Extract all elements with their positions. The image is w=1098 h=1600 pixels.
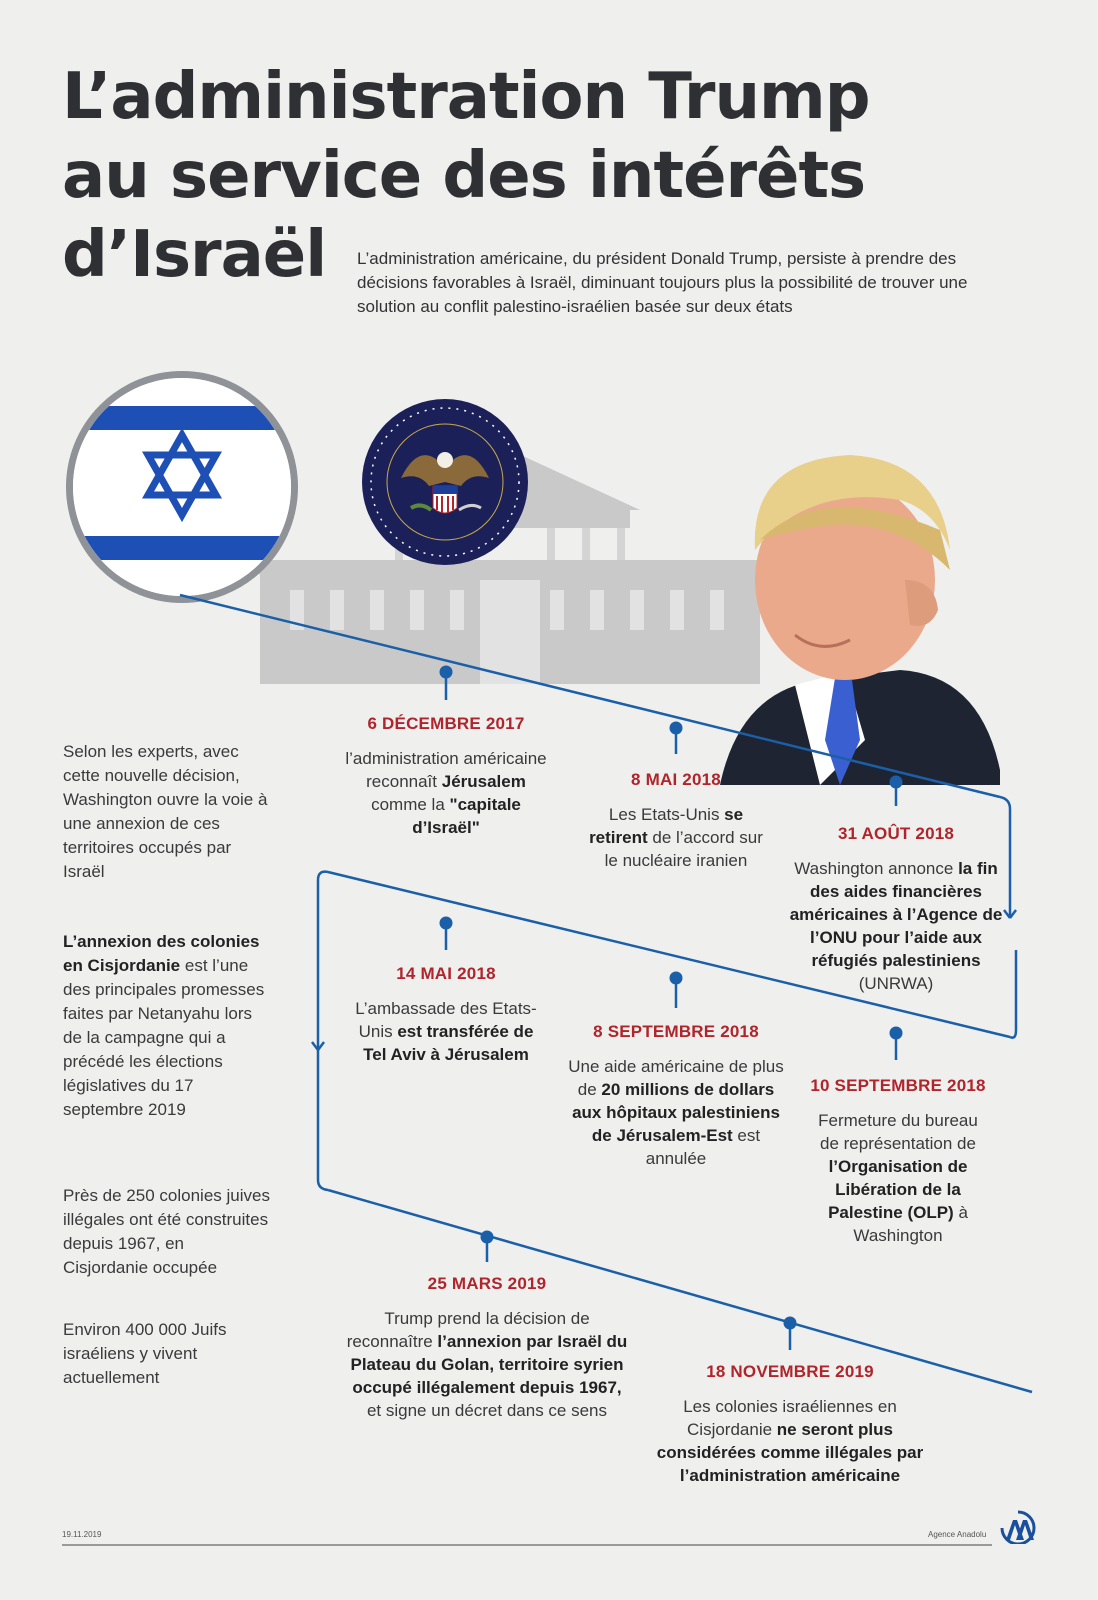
event-text	[562, 1055, 790, 1170]
text-segment: l’administration américaine reconnaît	[345, 749, 547, 791]
event-date: 8 MAI 2018	[631, 770, 721, 789]
text-segment: Les colonies israéliennes en Cisjordanie	[683, 1397, 897, 1439]
side-note-1	[63, 740, 273, 884]
anadolu-logo-icon	[1000, 1510, 1036, 1544]
side-note-2	[63, 930, 273, 1122]
event-8-mai-2018	[588, 768, 764, 872]
title-line-1: L’administration Trump	[62, 60, 870, 134]
event-date: 8 SEPTEMBRE 2018	[593, 1022, 759, 1041]
bold-text: se retirent	[589, 805, 744, 847]
text-segment: Les Etats-Unis	[608, 805, 725, 824]
text-segment: Près de 250 colonies juives illégales ont été construites depuis 1967, en Cisjordanie occupée	[63, 1186, 270, 1277]
event-date: 25 MARS 2019	[427, 1274, 547, 1293]
footer-date: 19.11.2019	[62, 1530, 102, 1539]
text-segment: Selon les experts, avec cette nouvelle décision, Washington ouvre la voie à une annexion de ces territoires occupés par Israël	[63, 742, 268, 881]
text-segment: est annulée	[645, 1126, 761, 1168]
side-note-3	[63, 1184, 273, 1280]
bold-text: L’annexion des colonies en Cisjordanie	[63, 932, 260, 975]
event-14-mai-2018	[348, 962, 544, 1066]
event-31-aout-2018	[782, 822, 1010, 995]
bold-text: ne seront plus considérées comme illégales par l’administration américaine	[656, 1420, 924, 1485]
footer-agency: Agence Anadolu	[928, 1530, 987, 1539]
event-date: 6 DÉCEMBRE 2017	[367, 714, 525, 733]
text-segment: Une aide américaine de plus de	[568, 1057, 784, 1099]
event-text	[808, 1109, 988, 1247]
text-segment: comme la	[371, 795, 450, 814]
event-text	[652, 1395, 928, 1487]
bold-text: l’annexion par Israël du Plateau du Golan, territoire syrien occupé illégalement depuis 1967,	[350, 1332, 628, 1397]
bold-text: est transférée de Tel Aviv à Jérusalem	[363, 1022, 534, 1064]
event-text	[588, 803, 764, 872]
text-segment: Washington annonce	[794, 859, 959, 878]
event-date: 14 MAI 2018	[396, 964, 496, 983]
bold-text: "capitale d’Israël"	[412, 795, 521, 837]
event-18-novembre-2019	[652, 1360, 928, 1487]
title-line-3: d’Israël	[62, 218, 327, 292]
text-segment: (UNRWA)	[858, 974, 934, 993]
event-25-mars-2019	[344, 1272, 630, 1422]
title-line-2: au service des intérêts	[62, 139, 866, 213]
text-segment: de l’accord sur le nucléaire iranien	[604, 828, 763, 870]
text-segment: L’ambassade des Etats-Unis	[355, 999, 537, 1041]
bold-text: l’Organisation de Libération de la Palestine (OLP)	[828, 1157, 968, 1222]
event-10-septembre-2018	[808, 1074, 988, 1247]
side-note-4	[63, 1318, 273, 1390]
event-text	[338, 747, 554, 839]
text-segment: à Washington	[853, 1203, 968, 1245]
event-text	[348, 997, 544, 1066]
bold-text: 20 millions de dollars aux hôpitaux palestiniens de Jérusalem-Est	[572, 1080, 780, 1145]
event-8-septembre-2018	[562, 1020, 790, 1170]
text-segment: Environ 400 000 Juifs israéliens y vivent actuellement	[63, 1320, 227, 1387]
text-segment: Trump prend la décision de reconnaître	[346, 1309, 590, 1351]
text-segment: Fermeture du bureau de représentation de	[818, 1111, 978, 1153]
intro-paragraph: L’administration américaine, du président Donald Trump, persiste à prendre des décisions favorables à Israël, diminuant toujours plus la possibilité de trouver une solution au conflit palestino-israélien basée sur deux états	[357, 249, 968, 316]
event-date: 31 AOÛT 2018	[837, 824, 955, 843]
event-date: 10 SEPTEMBRE 2018	[810, 1076, 986, 1095]
event-date: 18 NOVEMBRE 2019	[706, 1362, 874, 1381]
bold-text: Jérusalem	[441, 772, 526, 791]
text-segment: est l’une des principales promesses faites par Netanyahu lors de la campagne qui a précédé les élections législatives du 17 septembre 2019	[63, 956, 265, 1119]
bold-text: la fin des aides financières américaines à l’Agence de l’ONU pour l’aide aux réfugiés palestiniens	[789, 859, 1003, 970]
event-6-decembre-2017	[338, 712, 554, 839]
footer-divider	[62, 1544, 992, 1546]
event-text	[782, 857, 1010, 995]
event-text	[344, 1307, 630, 1422]
text-segment: et signe un décret dans ce sens	[366, 1401, 608, 1420]
